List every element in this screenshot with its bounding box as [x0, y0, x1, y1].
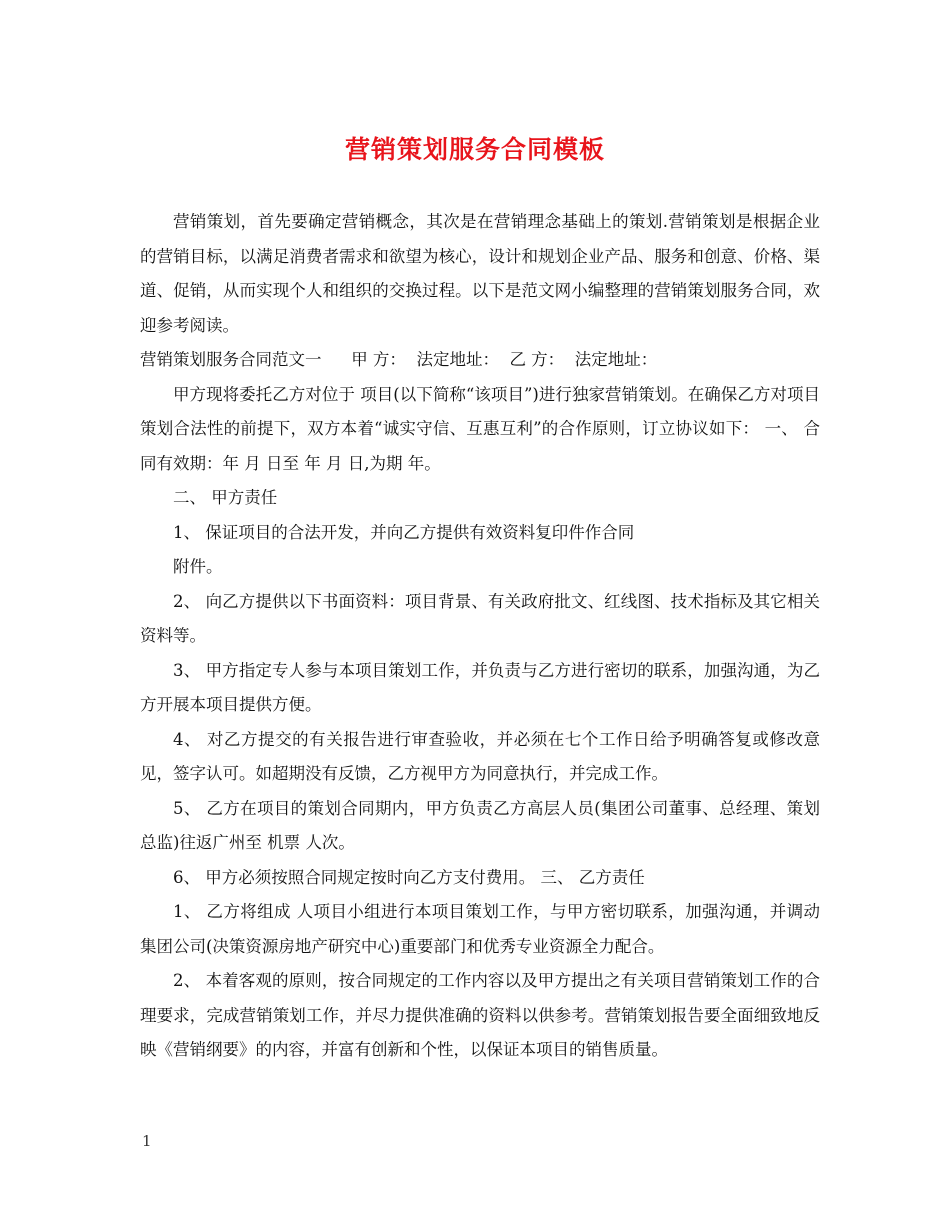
- section-heading: 二、 甲方责任: [173, 488, 278, 507]
- contract-paragraph: 1、 保证项目的合法开发，并向乙方提供有效资料复印件作合同: [173, 522, 635, 542]
- party-b-label: 乙 方：: [509, 350, 565, 369]
- document-body: [140, 205, 820, 1068]
- party-a-label: 甲 方：: [351, 350, 406, 369]
- contract-paragraph: 4、 对乙方提交的有关报告进行审查验收，并必须在七个工作日给予明确答复或修改意见，签字认可。如超期没有反馈，乙方视甲方为同意执行，并完成工作。: [140, 729, 820, 783]
- intro-paragraph: 营销策划，首先要确定营销概念，其次是在营销理念基础上的策划.营销策划是根据企业的营销目标，以满足消费者需求和欲望为核心，设计和规划企业产品、服务和创意、价格、渠道、促销，从而实现个人和组织的交换过程。以下是范文网小编整理的营销策划服务合同，欢迎参考阅读。: [140, 212, 820, 335]
- party-b-address-label: 法定地址：: [574, 350, 658, 369]
- contract-paragraph: 2、 本着客观的原则，按合同规定的工作内容以及甲方提出之有关项目营销策划工作的合理要求，完成营销策划工作，并尽力提供准确的资料以供参考。营销策划报告要全面细致地反映《营销纲要》的内容，并富有创新和个性，以保证本项目的销售质量。: [140, 971, 820, 1059]
- contract-paragraph: 1、 乙方将组成 人项目小组进行本项目策划工作，与甲方密切联系，加强沟通，并调动集团公司(决策资源房地产研究中心)重要部门和优秀专业资源全力配合。: [140, 902, 820, 956]
- document-title: 营销策划服务合同模板: [344, 135, 605, 164]
- contract-paragraph: 附件。: [173, 557, 223, 576]
- contract-paragraph: 3、 甲方指定专人参与本项目策划工作，并负责与乙方进行密切的联系，加强沟通，为乙方开展本项目提供方便。: [140, 660, 820, 714]
- contract-paragraph: 2、 向乙方提供以下书面资料：项目背景、有关政府批文、红线图、技术指标及其它相关资料等。: [140, 591, 820, 645]
- contract-heading-line: [140, 343, 820, 378]
- contract-paragraph: 5、 乙方在项目的策划合同期内，甲方负责乙方高层人员(集团公司董事、总经理、策划总监)往返广州至 机票 人次。: [140, 798, 820, 852]
- page-number: 1: [142, 1132, 152, 1150]
- contract-paragraph: 甲方现将委托乙方对位于 项目(以下简称“该项目”)进行独家营销策划。在确保乙方对项目策划合法性的前提下，双方本着“诚实守信、互惠互利”的合作原则，订立协议如下： 一、 合同有效期：年 月 日至 年 月 日,为期 年。: [140, 384, 820, 473]
- contract-sample-label: 营销策划服务合同范文一: [140, 350, 322, 369]
- party-a-address-label: 法定地址：: [416, 350, 499, 369]
- contract-paragraph: 6、 甲方必须按照合同规定按时向乙方支付费用。 三、 乙方责任: [173, 867, 645, 887]
